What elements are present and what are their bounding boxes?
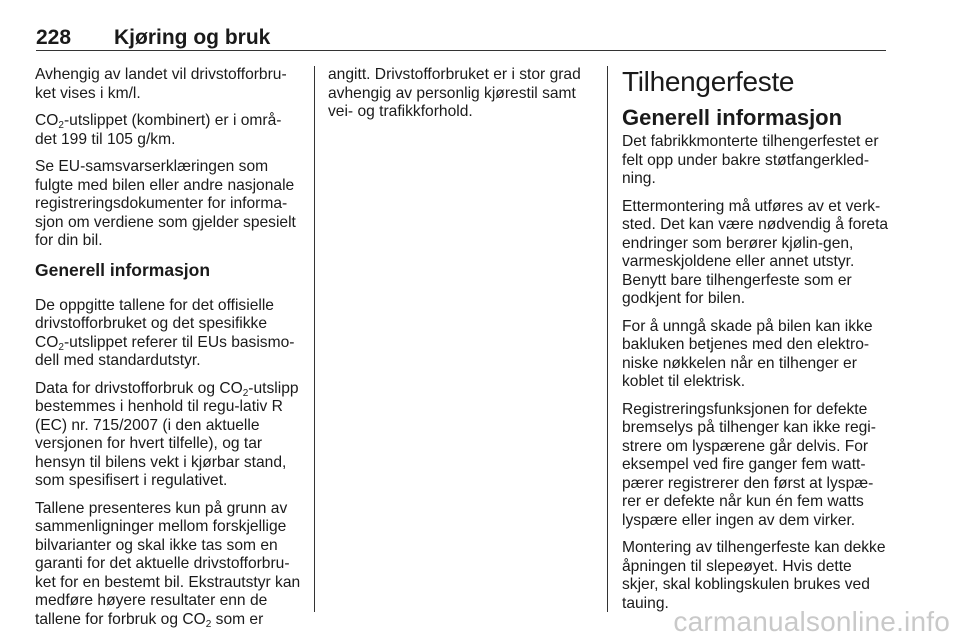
paragraph-brake-lights: Registreringsfunksjonen for defekte bremselys på tilhenger kan ikke regi-strere om lyspærene går delvis. For eksempel ved fire ganger fem watt-pærer registrerer den først at lyspæ-rer er defekte når kun én fem watts lyspære eller ingen av dem virker. xyxy=(622,400,876,529)
column-1 xyxy=(35,66,303,638)
paragraph-comparison: Tallene presenteres kun på grunn av sammenligninger mellom forskjellige bilvarianter og skal ikke tas som en garanti for det aktuelle drivstofforbru-ket for en bestemt bil. Ekstrautstyr kan medføre høyere resultater enn de tallene for forbruk og $CO_2$ som er xyxy=(35,499,301,630)
column-2 xyxy=(328,66,596,131)
paragraph-regulation: Data for drivstofforbruk og $CO_2$-utslipp bestemmes i henhold til regu-lativ R (EC) nr. 715/2007 (i den aktuelle versjonen for hvert tilfelle), og tar hensyn til bilens vekt i kjørbar stand, som spesifisert i regulativet. xyxy=(35,379,299,489)
paragraph-co2-range: $CO_2$-utslippet (kombinert) er i områ-det 199 til 105 g/km. xyxy=(35,112,282,148)
paragraph-retrofit: Ettermontering må utføres av et verk-sted. Det kan være nødvendig å foreta endringer som berører kjølin-gen, varmeskjoldene eller annet utstyr. Benytt bare tilhengerfeste som er godkjent for bilen. xyxy=(622,197,889,307)
section-title-towbar: Tilhengerfeste xyxy=(622,66,795,97)
section-heading-general: Generell informasjon xyxy=(35,259,211,280)
paragraph-official-figures: De oppgitte tallene for det offisielle drivstofforbruket og det spesifikke $CO_2$-utslippet referer til EUs basismo-dell med standardutstyr. xyxy=(35,296,295,369)
column-divider-1 xyxy=(314,66,315,612)
page-number: 228 xyxy=(36,26,72,49)
column-3 xyxy=(622,66,890,622)
paragraph-consumption-unit: Avhengig av landet vil drivstofforbru-ket vises i km/l. xyxy=(35,66,287,102)
paragraph-factory-towbar: Det fabrikkmonterte tilhengerfestet er felt opp under bakre støtfangerkled-ning. xyxy=(622,133,879,187)
paragraph-tailgate: For å unngå skade på bilen kan ikke bakluken betjenes med den elektro-niske nøkkelen når en tilhenger er koblet til elektrisk. xyxy=(622,317,873,390)
page-title: Kjøring og bruk xyxy=(114,26,271,49)
section-subtitle-general: Generell informasjon xyxy=(622,105,843,130)
page-header xyxy=(36,24,886,51)
watermark: carmanualsonline.info xyxy=(673,606,950,637)
paragraph-driving-style: angitt. Drivstofforbruket er i stor grad avhengig av personlig kjørestil samt vei- og trafikkforhold. xyxy=(328,66,581,120)
column-divider-2 xyxy=(607,66,608,612)
paragraph-eu-declaration: Se EU-samsvarserklæringen som fulgte med bilen eller andre nasjonale registreringsdokumenter for informa-sjon om verdiene som gjelder spesielt for din bil. xyxy=(35,158,296,249)
paragraph-towing-eye: Montering av tilhengerfeste kan dekke åpningen til slepeøyet. Hvis dette skjer, skal koblingskulen brukes ved tauing. xyxy=(622,539,886,612)
